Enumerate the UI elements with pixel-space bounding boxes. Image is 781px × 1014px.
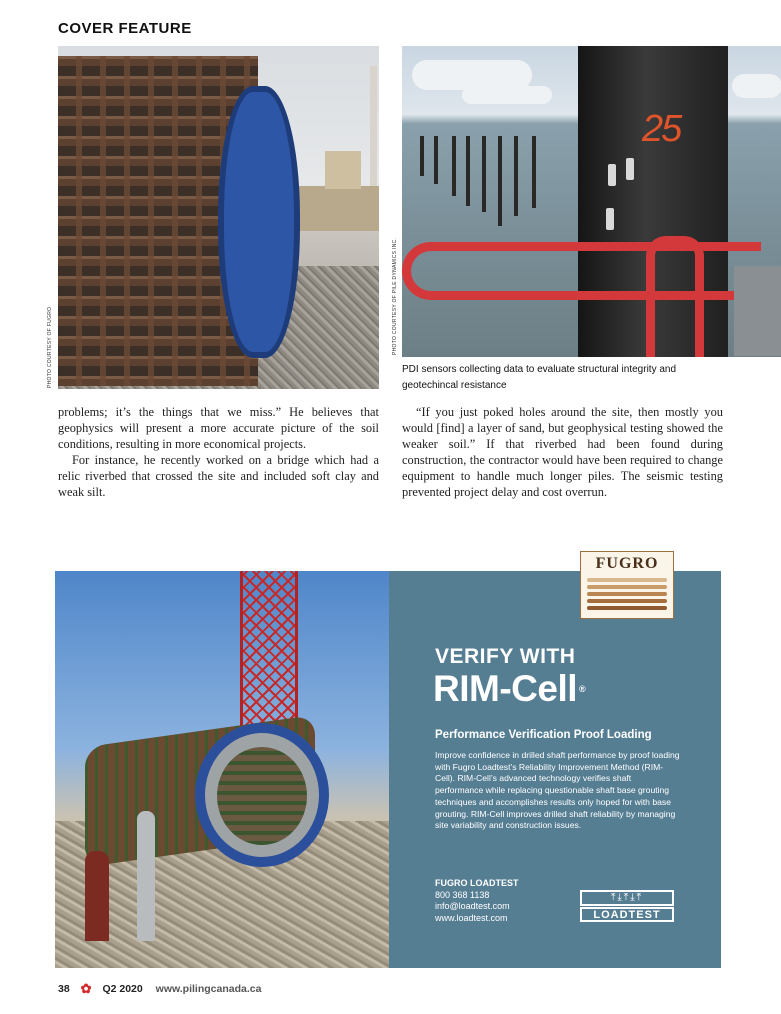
section-label: COVER FEATURE <box>58 20 192 37</box>
contact-website: www.loadtest.com <box>435 913 508 924</box>
ad-contact <box>435 878 519 925</box>
maple-leaf-icon: ✿ <box>80 981 92 996</box>
article-column-2 <box>402 404 723 500</box>
pile-sensor-photo <box>402 46 781 357</box>
ad-subhead: Performance Verification Proof Loading <box>435 729 652 741</box>
article-column-1 <box>58 404 379 500</box>
contact-company: FUGRO LOADTEST <box>435 878 519 888</box>
pile-marking: 25 <box>642 108 681 150</box>
paragraph: For instance, he recently worked on a bridge which had a relic riverbed that crossed the site and included soft clay and weak silt. <box>58 453 379 499</box>
ad-headline-top: VERIFY WITH <box>435 645 576 668</box>
ad-photo <box>55 571 389 968</box>
rim-cell-advertisement <box>55 555 721 968</box>
contact-phone: 800 368 1138 <box>435 889 490 900</box>
ad-panel <box>389 555 721 968</box>
page-number: 38 <box>58 983 70 995</box>
ad-headline-product: RIM-Cell ® <box>433 668 586 709</box>
photo2-caption: PDI sensors collecting data to evaluate structural integrity and geotechincal resistance <box>402 364 677 391</box>
footer-website: www.pilingcanada.ca <box>155 983 262 995</box>
rebar-cage-photo <box>58 46 379 389</box>
page-footer <box>58 981 261 997</box>
ad-body: Improve confidence in drilled shaft performance by proof loading with Fugro Loadtest’s Reliability Improvement Method (RIM-Cell). RIM-Cell’s advanced technology verifies shaft performance while replacing questionable shaft base grouting techniques and accomplishes results only hoped for with base grouting. RIM-Cell improves drilled shaft reliability by managing site variability and construction issues. <box>435 750 680 831</box>
paragraph: problems; it’s the things that we miss.” He believes that geophysics will present a more accurate picture of the soil conditions, resulting in more economical projects. <box>58 405 379 451</box>
issue-label: Q2 2020 <box>102 983 143 995</box>
loadtest-logo: ⤒⤓⤒⤓⤒ LOADTEST <box>580 890 674 923</box>
loadtest-arrows-icon: ⤒⤓⤒⤓⤒ <box>580 890 674 906</box>
fugro-logo: FUGRO <box>580 551 674 619</box>
contact-email: info@loadtest.com <box>435 901 510 912</box>
photo2-credit: PHOTO COURTESY OF PILE DYNAMICS INC. <box>392 237 398 355</box>
photo1-credit: PHOTO COURTESY OF FUGRO <box>47 306 53 388</box>
paragraph: “If you just poked holes around the site, then mostly you would [find] a layer of sand, but geophysical testing showed the weaker soil.” If that riverbed had been found during construction, the contractor would have been required to change equipment to handle much longer piles. The seismic testing prevented project delay and cost overrun. <box>402 405 723 499</box>
